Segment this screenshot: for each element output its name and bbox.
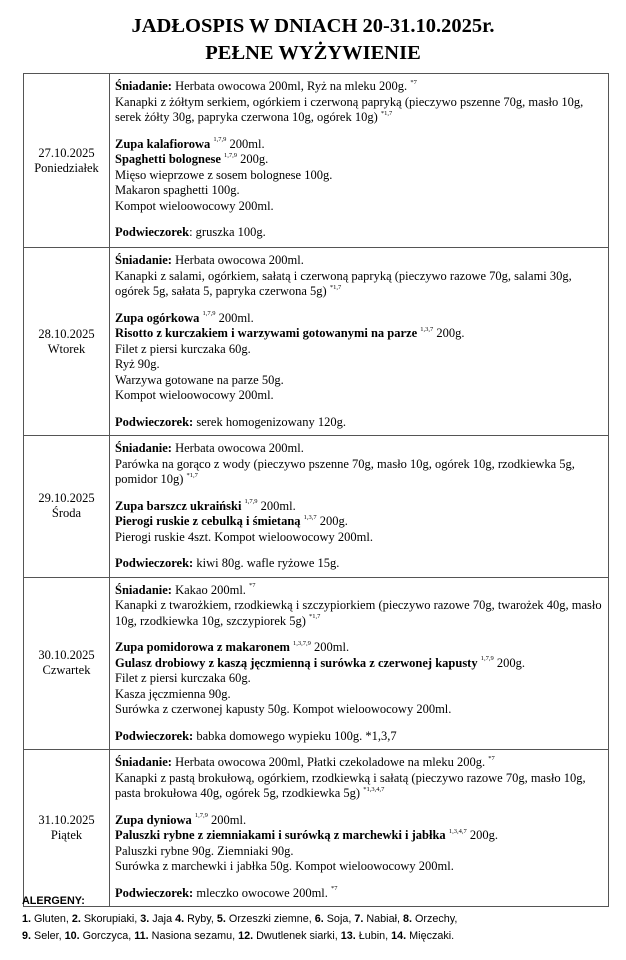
main-course-name: Pierogi ruskie z cebulką i śmietaną	[115, 514, 301, 528]
snack-label: Podwieczorek:	[115, 885, 194, 900]
allergen-name: Mięczaki.	[406, 930, 455, 942]
allergen-number: 1.	[22, 913, 32, 925]
allergen-number: 13.	[340, 930, 356, 942]
soup-name: Zupa pomidorowa z makaronem	[115, 640, 290, 654]
breakfast-sandwich-text: Kanapki z twarożkiem, rzodkiewką i szczypiorkiem (pieczywo razowe 70g, twarożek 40g, masło 10g, rzodkiewka 10g, szczypiorek 5g)	[115, 598, 602, 628]
soup-line	[115, 640, 604, 656]
snack-line	[115, 415, 604, 431]
main-course-name: Gulasz drobiowy z kaszą jęczmienną i surówka z czerwonej kapusty	[115, 655, 478, 670]
day-date-cell	[24, 436, 110, 578]
breakfast-text: Herbata owocowa 200ml.	[171, 441, 304, 455]
main-course-qty: 200g.	[237, 152, 269, 166]
allergen-marker: *1,7	[186, 471, 198, 479]
day-date: 28.10.2025	[38, 326, 95, 341]
lunch-item: Kompot wieloowocowy 200ml.	[115, 198, 274, 213]
allergens-row-2	[22, 928, 454, 944]
allergen-name: Skorupiaki,	[80, 913, 141, 925]
allergen-number: 9.	[22, 930, 32, 942]
allergen-name: Nabiał,	[363, 913, 403, 925]
allergen-marker: *7	[410, 78, 417, 86]
lunch-item: Kompot wieloowocowy 200ml.	[115, 388, 274, 402]
day-weekday: Piątek	[50, 828, 83, 842]
snack-line	[115, 225, 604, 241]
spacer	[115, 545, 604, 556]
breakfast-sandwich	[115, 95, 604, 126]
snack-label: Podwieczorek	[115, 225, 190, 239]
breakfast-label: Śniadanie:	[115, 79, 172, 93]
day-date-cell	[24, 74, 110, 248]
allergen-number: 7.	[354, 913, 364, 925]
snack-text: kiwi 80g. wafle ryżowe 15g.	[193, 556, 340, 570]
spacer	[115, 629, 604, 640]
allergens-row-1	[22, 911, 457, 927]
day-menu-cell	[110, 436, 609, 578]
lunch-item: Kasza jęczmienna 90g.	[115, 686, 231, 701]
soup-qty: 200ml.	[310, 640, 350, 654]
breakfast-sandwich-text: Parówka na gorąco z wody (pieczywo pszenne 70g, masło 10g, ogórek 10g, rzodkiewka 5g, pomidor 10g)	[115, 456, 575, 486]
breakfast-label: Śniadanie:	[115, 582, 172, 597]
allergen-number: 3.	[140, 913, 150, 925]
day-weekday: Poniedziałek	[34, 160, 99, 175]
day-date: 31.10.2025	[38, 813, 95, 827]
allergen-name: Orzechy,	[411, 913, 458, 925]
allergen-name: Seler,	[31, 930, 65, 942]
day-date: 27.10.2025	[38, 145, 95, 160]
allergen-marker: *1,7	[380, 109, 393, 117]
day-menu-cell	[110, 577, 609, 750]
allergen-name: Nasiona sezamu,	[148, 930, 239, 942]
spacer	[115, 488, 604, 499]
snack-label: Podwieczorek:	[115, 414, 194, 429]
breakfast-sandwich-text: Kanapki z salami, ogórkiem, sałatą i czerwoną papryką (pieczywo razowe 70g, salami 30g, ogórek 5g, sałata 5, papryka czerwona 5g)	[115, 268, 572, 298]
menu-subtitle: PEŁNE WYŻYWIENIE	[205, 42, 421, 64]
spacer	[115, 718, 604, 729]
allergen-marker: *7	[488, 754, 495, 762]
breakfast-line	[115, 253, 604, 269]
soup-qty: 200ml.	[226, 136, 265, 151]
breakfast-text: Herbata owocowa 200ml, Płatki czekoladowe na mleku 200g.	[171, 755, 489, 769]
soup-line	[115, 813, 604, 829]
allergen-marker: 1,3,7	[420, 325, 434, 333]
day-menu-cell	[110, 750, 609, 907]
allergen-name: Gluten,	[31, 913, 72, 925]
breakfast-sandwich-text: Kanapki z żółtym serkiem, ogórkiem i czerwoną papryką (pieczywo pszenne 70g, masło 10g, serek żółty 30g, papryka czerwona 10g, ogórek 10g)	[115, 94, 584, 124]
spacer	[115, 300, 604, 311]
main-course-qty: 200g.	[466, 828, 498, 842]
lunch-item: Surówka z czerwonej kapusty 50g. Kompot wieloowocowy 200ml.	[115, 702, 452, 716]
allergen-marker: *1,3,4,7	[363, 785, 385, 793]
main-course-name: Paluszki rybne z ziemniakami i surówką z marchewki i jabłka	[115, 828, 446, 842]
allergen-number: 5.	[216, 913, 226, 925]
lunch-item: Mięso wieprzowe z sosem bolognese 100g.	[115, 167, 333, 182]
day-row	[24, 577, 609, 750]
spacer	[115, 126, 604, 137]
menu-title: JADŁOSPIS W DNIACH 20-31.10.2025r.	[131, 15, 495, 37]
allergen-number: 4.	[175, 913, 185, 925]
day-menu-cell	[110, 248, 609, 436]
allergen-name: Gorczyca,	[79, 930, 135, 942]
snack-line	[115, 556, 604, 572]
soup-name: Zupa dyniowa	[115, 812, 192, 827]
breakfast-sandwich	[115, 771, 604, 802]
main-course-line	[115, 828, 604, 844]
day-weekday: Wtorek	[47, 341, 86, 356]
soup-line	[115, 499, 604, 515]
breakfast-line	[115, 755, 604, 771]
lunch-item: Warzywa gotowane na parze 50g.	[115, 372, 284, 387]
breakfast-text: Herbata owocowa 200ml.	[171, 253, 304, 267]
menu-table	[23, 73, 609, 907]
spacer	[115, 404, 604, 415]
allergen-marker: *1,7	[329, 283, 342, 291]
day-weekday: Środa	[51, 506, 82, 521]
lunch-item: Filet z piersi kurczaka 60g.	[115, 341, 251, 356]
allergen-marker: 1,7,9	[480, 655, 494, 663]
lunch-item: Filet z piersi kurczaka 60g.	[115, 671, 251, 685]
soup-line	[115, 311, 604, 327]
allergen-number: 2.	[71, 913, 81, 925]
soup-line	[115, 137, 604, 153]
spacer	[115, 802, 604, 813]
breakfast-sandwich	[115, 269, 604, 300]
snack-text: serek homogenizowany 120g.	[193, 414, 346, 429]
breakfast-text: Herbata owocowa 200ml, Ryż na mleku 200g.	[171, 79, 411, 93]
day-date: 30.10.2025	[38, 648, 95, 663]
allergen-name: Dwutlenek siarki,	[253, 930, 341, 942]
soup-name: Zupa kalafiorowa	[115, 136, 211, 151]
allergen-name: Jaja	[149, 913, 176, 925]
main-course-line	[115, 326, 604, 342]
lunch-item: Surówka z marchewki i jabłka 50g. Kompot wieloowocowy 200ml.	[115, 859, 454, 873]
spacer	[115, 875, 604, 886]
allergen-number: 12.	[238, 930, 254, 942]
allergen-marker: 1,7,9	[213, 136, 227, 144]
breakfast-sandwich-text: Kanapki z pastą brokułową, ogórkiem, rzodkiewką i sałatą (pieczywo razowe 70g, masło 10g, pasta brokułowa 40g, ogórek 5g, rzodkiewka 5g)	[115, 770, 586, 800]
soup-qty: 200ml.	[257, 498, 296, 513]
allergen-marker: 1,3,7	[303, 513, 317, 521]
breakfast-line	[115, 583, 604, 599]
lunch-item: Paluszki rybne 90g. Ziemniaki 90g.	[115, 843, 294, 858]
main-course-line	[115, 514, 604, 530]
day-date-cell	[24, 750, 110, 907]
day-row	[24, 74, 609, 248]
soup-qty: 200ml.	[207, 812, 247, 827]
snack-text: : gruszka 100g.	[189, 225, 266, 239]
snack-line	[115, 886, 604, 902]
soup-name: Zupa ogórkowa	[115, 310, 200, 325]
breakfast-line	[115, 441, 604, 457]
allergen-number: 8.	[402, 913, 412, 925]
snack-line	[115, 729, 604, 745]
breakfast-label: Śniadanie:	[115, 441, 172, 455]
allergen-marker: *7	[249, 582, 256, 590]
allergen-name: Orzeszki ziemne,	[225, 913, 315, 925]
allergen-number: 14.	[391, 930, 407, 942]
main-course-line	[115, 656, 604, 672]
main-course-qty: 200g.	[433, 326, 465, 340]
day-menu-cell	[110, 74, 609, 248]
day-weekday: Czwartek	[42, 663, 91, 678]
allergen-name: Soja,	[323, 913, 355, 925]
snack-text: babka domowego wypieku 100g. *1,3,7	[193, 728, 397, 743]
breakfast-text: Kakao 200ml.	[171, 582, 250, 597]
main-course-name: Spaghetti bolognese	[115, 152, 221, 166]
allergen-marker: 1,7,9	[224, 151, 238, 159]
lunch-item: Ryż 90g.	[115, 357, 160, 371]
breakfast-label: Śniadanie:	[115, 755, 172, 769]
allergen-marker: 1,7,9	[194, 812, 208, 820]
day-date: 29.10.2025	[38, 491, 95, 506]
main-course-qty: 200g.	[493, 655, 525, 670]
breakfast-line	[115, 79, 604, 95]
allergen-number: 11.	[134, 930, 149, 942]
soup-name: Zupa barszcz ukraiński	[115, 498, 242, 513]
allergen-name: Ryby,	[184, 913, 217, 925]
breakfast-label: Śniadanie:	[115, 253, 172, 267]
allergen-marker: *1,7	[309, 613, 321, 621]
snack-label: Podwieczorek:	[115, 728, 194, 743]
lunch-item: Makaron spaghetti 100g.	[115, 183, 240, 197]
allergen-marker: 1,3,4,7	[448, 827, 467, 835]
allergen-name: Łubin,	[355, 930, 392, 942]
allergen-number: 6.	[314, 913, 324, 925]
soup-qty: 200ml.	[215, 310, 254, 325]
lunch-item: Pierogi ruskie 4szt. Kompot wieloowocowy 200ml.	[115, 529, 373, 544]
allergen-marker: 1,7,9	[202, 310, 216, 318]
allergens-heading: ALERGENY:	[22, 895, 85, 907]
allergen-marker: 1,3,7,9	[293, 639, 311, 647]
day-row	[24, 436, 609, 578]
snack-text: mleczko owocowe 200ml.	[193, 885, 332, 900]
spacer	[115, 214, 604, 225]
main-course-line	[115, 152, 604, 168]
breakfast-sandwich	[115, 598, 604, 629]
breakfast-sandwich	[115, 457, 604, 488]
main-course-name: Risotto z kurczakiem i warzywami gotowanymi na parze	[115, 326, 418, 340]
day-date-cell	[24, 248, 110, 436]
main-course-qty: 200g.	[316, 514, 348, 528]
day-row	[24, 248, 609, 436]
allergen-marker: 1,7,9	[244, 498, 258, 506]
day-date-cell	[24, 577, 110, 750]
allergen-number: 10.	[64, 930, 80, 942]
day-row	[24, 750, 609, 907]
allergen-marker: *7	[331, 885, 338, 893]
snack-label: Podwieczorek:	[115, 556, 194, 570]
